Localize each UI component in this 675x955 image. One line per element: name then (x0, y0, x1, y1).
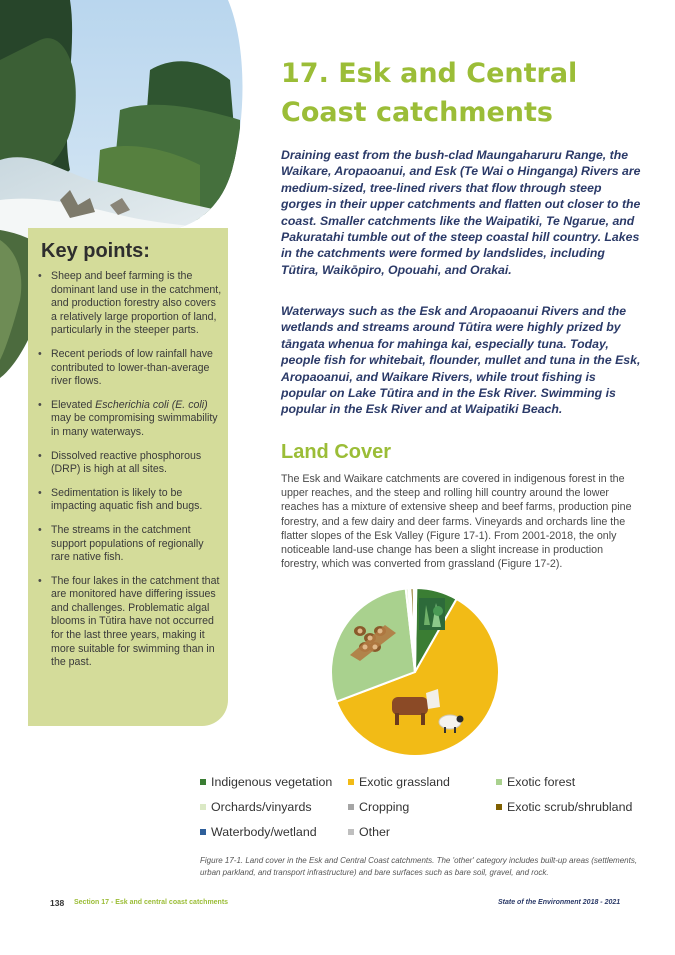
key-points-box (28, 228, 228, 726)
key-point-3-text: Elevated Escherichia coli (E. coli) may be compromising swimmability in many waterways. (51, 398, 218, 438)
legend-item-cropping (348, 800, 409, 814)
legend-swatch (200, 804, 206, 810)
legend-item-exotic-grassland (348, 775, 450, 789)
legend-item-indigenous-vegetation (200, 775, 332, 789)
land-cover-pie-chart (200, 575, 650, 770)
intro-paragraph-1: Draining east from the bush-clad Maungaharuru Range, the Waikare, Aropaoanui, and Esk (Te Wai o Hinganga) Rivers are medium-sized, tree-lined rivers that flow through steep gorges in their upper catchments and flatten out closer to the coast. Smaller catchments like the Waipatiki, Te Ngarue, and Pakuratahi tumble out of the steep coastal hill country. Lakes in the catchments were formed by landslides, including Tūtira, Waikōpiro, Opouahi, and Orakai. (281, 148, 641, 277)
key-point-7: • The four lakes in the catchment that are monitored have differing issues and challenges. Problematic algal blooms in Tūtira have not occurred for the last three years, making it more suitable for swimming than in the past. (38, 575, 224, 670)
key-point-2: • Recent periods of low rainfall have contributed to lower-than-average river flows. (38, 348, 224, 389)
legend-item-exotic-scrub (496, 800, 632, 814)
footer-section-title: Section 17 - Esk and central coast catchments (74, 899, 229, 906)
key-point-5: • Sedimentation is likely to be impacting aquatic fish and bugs. (38, 487, 224, 514)
legend-swatch (200, 829, 206, 835)
legend-swatch (496, 779, 502, 785)
legend-label: Exotic forest (507, 775, 576, 789)
key-point-6: • The streams in the catchment support populations of regionally rare native fish. (38, 524, 224, 565)
legend-swatch (348, 779, 354, 785)
pie-slice-other (415, 588, 416, 672)
legend-swatch (348, 829, 354, 835)
legend-item-waterbody-wetland (200, 825, 317, 839)
legend-label: Indigenous vegetation (211, 775, 333, 789)
legend-label: Cropping (359, 800, 410, 814)
legend-swatch (200, 779, 206, 785)
page-number: 138 (50, 898, 65, 908)
pie-chart-svg (200, 575, 650, 770)
page-title: 17. Esk and Central Coast catchments (281, 58, 578, 128)
native-forest-icon (419, 598, 445, 630)
figure-caption: Figure 17-1. Land cover in the Esk and Central Coast catchments. The 'other' category includes built-up areas (settlements, urban parkland, and transport infrastructure) and bare surfaces such as bare soil, gravel, and rock. (200, 856, 638, 877)
land-cover-heading: Land Cover (281, 441, 392, 463)
legend-label: Exotic scrub/shrubland (507, 800, 633, 814)
legend-label: Waterbody/wetland (211, 825, 317, 839)
legend-label: Exotic grassland (359, 775, 450, 789)
key-point-4: • Dissolved reactive phosphorous (DRP) is high at all sites. (38, 450, 224, 477)
legend-swatch (348, 804, 354, 810)
chart-legend (200, 771, 650, 846)
legend-swatch (496, 804, 502, 810)
legend-item-exotic-forest (496, 775, 575, 789)
intro-paragraph-2: Waterways such as the Esk and Aropaoanui Rivers and the wetlands and streams around Tūtira were highly prized by tāngata whenua for mahinga kai, especially tuna. Today, people fish for whitebait, flounder, mullet and tuna in the Esk, Aropaoanui, and Waikare Rivers, while trout fishing is popular on Lake Tūtira and in the Esk River. Swimming is popular in the Esk River and at Waipatiki Beach. (281, 304, 641, 417)
legend-label: Other (359, 825, 390, 839)
legend-item-orchards-vinyards (200, 800, 312, 814)
species-name: Escherichia coli (E. coli) (95, 398, 208, 411)
footer-publication: State of the Environment 2018 - 2021 (498, 899, 621, 906)
legend-item-other (348, 825, 390, 839)
key-point-3 (38, 399, 224, 440)
key-point-1: • Sheep and beef farming is the dominant land use in the catchment, and production forestry also covers a relatively large proportion of land, particularly in the steeper parts. (38, 270, 224, 338)
land-cover-body: The Esk and Waikare catchments are covered in indigenous forest in the upper reaches, and the steep and rolling hill country around the lower reaches has a mixture of extensive sheep and beef farms, production pine forestry, and a few dairy and deer farms. Vineyards and orchards line the flatter slopes of the Esk Valley (Figure 17-1). From 2001-2018, the only noticeable land-use change has been a slight increase in production forestry, which was converted from grassland (Figure 17-2). (281, 473, 632, 571)
key-points-list (38, 270, 224, 680)
key-points-heading: Key points: (41, 240, 150, 262)
legend-label: Orchards/vinyards (211, 800, 312, 814)
